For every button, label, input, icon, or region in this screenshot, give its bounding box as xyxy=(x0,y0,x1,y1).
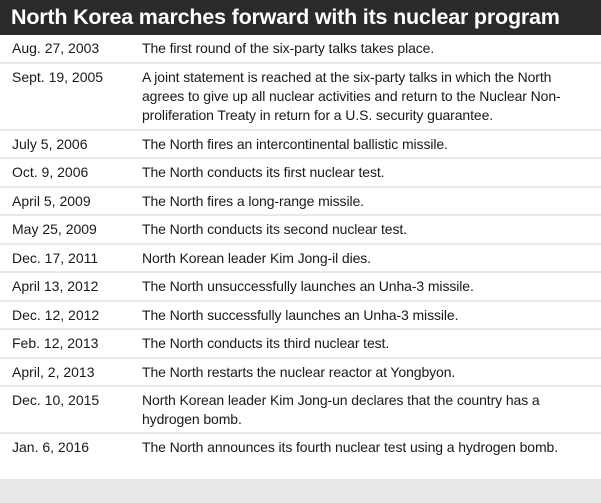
event-date: April 5, 2009 xyxy=(12,192,91,209)
timeline-row xyxy=(0,216,601,243)
event-date: Oct. 9, 2006 xyxy=(12,164,89,180)
event-date: Sept. 19, 2005 xyxy=(12,68,104,85)
timeline-row xyxy=(0,330,601,357)
event-description: The North restarts the nuclear reactor at Yongbyon. xyxy=(142,363,456,380)
event-date: July 5, 2006 xyxy=(12,135,88,152)
event-description: The North conducts its third nuclear test. xyxy=(142,335,390,351)
event-date: Jan. 6, 2016 xyxy=(12,439,90,455)
event-description: North Korean leader Kim Jong-un declares that the country has a hydrogen bomb. xyxy=(142,392,540,427)
event-description: The North unsuccessfully launches an Unha-3 missile. xyxy=(142,278,474,294)
event-date: Feb. 12, 2013 xyxy=(12,335,99,351)
event-description: The North announces its fourth nuclear test using a hydrogen bomb. xyxy=(142,439,558,455)
event-date: Dec. 10, 2015 xyxy=(12,392,100,408)
event-date: Aug. 27, 2003 xyxy=(12,40,100,56)
timeline-row xyxy=(0,302,601,329)
timeline-row xyxy=(0,387,601,432)
page-title: North Korea marches forward with its nuclear program xyxy=(0,0,601,35)
event-description: The North successfully launches an Unha-3 missile. xyxy=(142,306,459,323)
event-date: Dec. 12, 2012 xyxy=(12,306,100,323)
event-date: May 25, 2009 xyxy=(12,221,97,237)
event-date: Dec. 17, 2011 xyxy=(12,249,99,266)
event-date: April 13, 2012 xyxy=(12,278,99,294)
event-description: The North conducts its second nuclear test. xyxy=(142,221,407,237)
timeline-row xyxy=(0,64,601,129)
timeline-row xyxy=(0,245,601,272)
timeline-row xyxy=(0,359,601,386)
event-description: A joint statement is reached at the six-party talks in which the North agrees to give up all nuclear activities and return to the Nuclear Non-proliferation Treaty in return for a U.S. security guarantee. xyxy=(142,68,561,123)
timeline-row xyxy=(0,35,601,62)
event-description: The first round of the six-party talks takes place. xyxy=(142,40,435,56)
event-description: North Korean leader Kim Jong-il dies. xyxy=(142,249,371,266)
event-description: The North fires an intercontinental ballistic missile. xyxy=(142,135,448,152)
timeline-table xyxy=(0,35,601,503)
timeline-row xyxy=(0,159,601,186)
event-description: The North fires a long-range missile. xyxy=(142,192,364,209)
timeline-row xyxy=(0,131,601,158)
timeline-row xyxy=(0,434,601,479)
event-date: April, 2, 2013 xyxy=(12,363,95,380)
event-description: The North conducts its first nuclear test. xyxy=(142,164,385,180)
timeline-row xyxy=(0,188,601,215)
timeline-row xyxy=(0,273,601,300)
